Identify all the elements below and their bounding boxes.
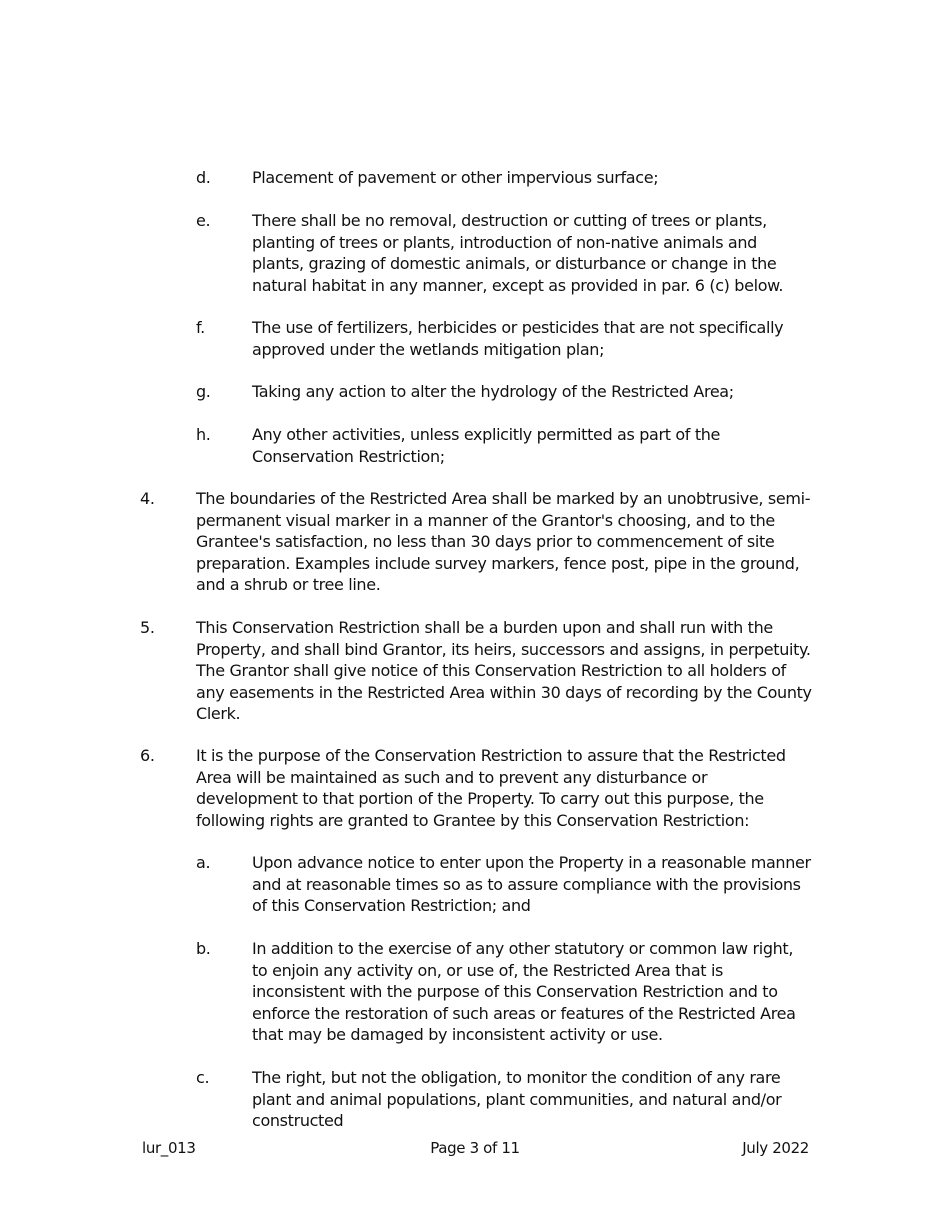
item-text: Any other activities, unless explicitly permitted as part of the Conservation Restriction;: [252, 425, 721, 466]
item-text: Placement of pavement or other impervious surface;: [252, 168, 659, 187]
section-number: 4.: [140, 489, 155, 508]
item-text: In addition to the exercise of any other statutory or common law right, to enjoin any activity on, or use of, the Restricted Area that is inconsistent with the purpose of this Conservation Restriction and to enforce the restoration of such areas or features of the Restricted Area that may be damaged by inconsistent activity or use.: [252, 939, 796, 1044]
item-label: b.: [196, 939, 211, 958]
item-text: The right, but not the obligation, to monitor the condition of any rare plant and animal populations, plant communities, and natural and/or constructed: [252, 1068, 782, 1130]
section-text: This Conservation Restriction shall be a burden upon and shall run with the Property, and shall bind Grantor, its heirs, successors and assigns, in perpetuity. The Grantor shall give notice of this Conservation Restriction to all holders of any easements in the Restricted Area within 30 days of recording by the County Clerk.: [196, 618, 812, 723]
item-label: d.: [196, 168, 211, 187]
item-label: a.: [196, 853, 211, 872]
item-label: h.: [196, 425, 211, 444]
item-label: c.: [196, 1068, 210, 1087]
section-number: 5.: [140, 618, 155, 637]
section-number: 6.: [140, 746, 155, 765]
footer-page-number: Page 3 of 11: [430, 1139, 520, 1157]
section-text: The boundaries of the Restricted Area shall be marked by an unobtrusive, semi-permanent visual marker in a manner of the Grantor's choosing, and to the Grantee's satisfaction, no less than 30 days prior to commencement of site preparation. Examples include survey markers, fence post, pipe in the ground, and a shrub or tree line.: [196, 489, 811, 594]
item-label: g.: [196, 382, 211, 401]
section-text: It is the purpose of the Conservation Restriction to assure that the Restricted Area will be maintained as such and to prevent any disturbance or development to that portion of the Property. To carry out this purpose, the following rights are granted to Grantee by this Conservation Restriction:: [196, 746, 786, 830]
item-label: e.: [196, 211, 211, 230]
item-text: There shall be no removal, destruction or cutting of trees or plants, planting of trees or plants, introduction of non-native animals and plants, grazing of domestic animals, or disturbance or change in the natural habitat in any manner, except as provided in par. 6 (c) below.: [252, 211, 784, 295]
item-text: Taking any action to alter the hydrology of the Restricted Area;: [252, 382, 734, 401]
item-text: The use of fertilizers, herbicides or pesticides that are not specifically approved under the wetlands mitigation plan;: [252, 318, 784, 359]
item-text: Upon advance notice to enter upon the Property in a reasonable manner and at reasonable times so as to assure compliance with the provisions of this Conservation Restriction; and: [252, 853, 811, 915]
footer-doc-id: lur_013: [142, 1139, 196, 1157]
footer-date: July 2022: [742, 1139, 809, 1157]
item-label: f.: [196, 318, 205, 337]
